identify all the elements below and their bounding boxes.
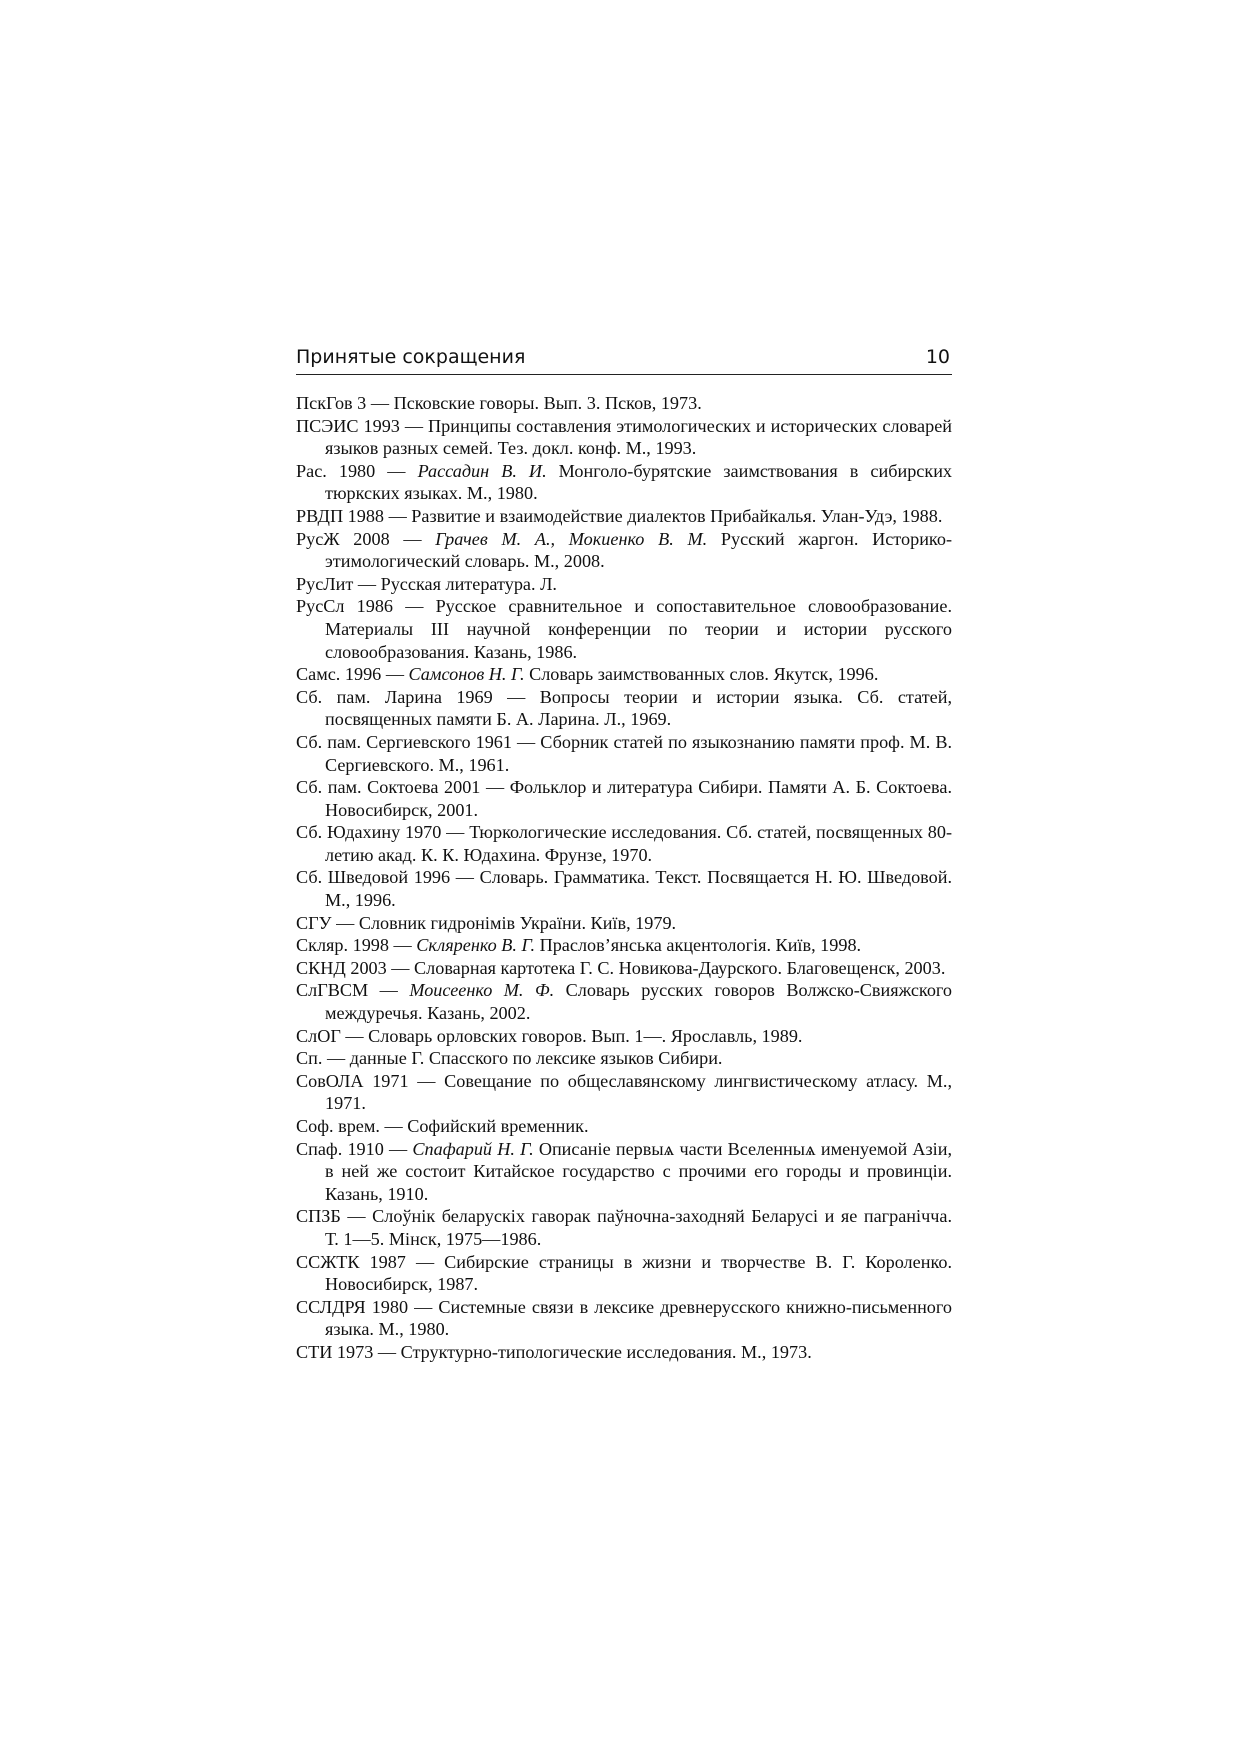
entry-abbreviation: ССЛДРЯ 1980 <box>296 1296 409 1317</box>
entry-abbreviation: СлОГ <box>296 1025 341 1046</box>
entry-text: Словарь орловских говоров. Вып. 1—. Ярославль, 1989. <box>368 1025 803 1046</box>
entry-abbreviation: СТИ 1973 <box>296 1341 374 1362</box>
entry-text: Фольклор и литература Сибири. Памяти А. Б. Соктоева. Новосибирск, 2001. <box>325 777 953 820</box>
abbreviation-entry: РусСл 1986 — Русское сравнительное и сопоставительное словообразование. Материалы III научной конференции по теории и истории русского словообразования. Казань, 1986. <box>296 596 953 662</box>
entry-abbreviation: РусЖ 2008 <box>296 528 390 549</box>
entry-abbreviation: Самс. 1996 <box>296 664 382 685</box>
abbreviation-entry: Соф. врем. — Софийский временник. <box>296 1116 589 1136</box>
entry-text: Псковские говоры. Вып. 3. Псков, 1973. <box>393 393 702 413</box>
entry-abbreviation: Спаф. 1910 <box>296 1138 384 1159</box>
abbreviation-entry: Скляр. 1998 — Скляренко В. Г. Праслов’янська акцентологія. Київ, 1998. <box>296 935 862 956</box>
entry-abbreviation: Скляр. 1998 <box>296 935 389 956</box>
abbreviation-entry: Сп. — данные Г. Спасского по лексике языков Сибири. <box>296 1048 723 1069</box>
abbreviation-entry: Спаф. 1910 — Спафарий Н. Г. Описаніе первыѧ части Вселенныѧ именуемой Азіи, в ней же состоит Китайское государство с прочими его городы и провинціи. Казань, 1910. <box>296 1138 953 1204</box>
entry-text: Словарная картотека Г. С. Новикова-Даурского. Благовещенск, 2003. <box>414 957 946 978</box>
entry-abbreviation: СКНД 2003 <box>296 957 387 978</box>
entry-text: Системные связи в лексике древнерусского книжно-письменного языка. М., 1980. <box>325 1296 952 1340</box>
entry-text: Софийский временник. <box>407 1116 589 1136</box>
entry-abbreviation: Сб. пам. Ларина 1969 <box>296 686 493 707</box>
entry-text: Вопросы теории и истории языка. Сб. статей, посвященных памяти Б. А. Ларина. Л., 1969. <box>325 686 953 730</box>
entry-author: Грачев М. А., Мокиенко В. М. <box>435 528 708 549</box>
entry-author: Моисеенко М. Ф. <box>409 980 555 1001</box>
entry-text: Русский жаргон. Историко-этимологический словарь. М., 2008. <box>325 528 952 572</box>
entry-text: Русское сравнительное и сопоставительное словообразование. Материалы III научной конференции по теории и истории русского словообразования. Казань, 1986. <box>325 596 953 662</box>
abbreviation-entry: ПскГов 3 — Псковские говоры. Вып. 3. Псков, 1973. <box>296 393 702 413</box>
entry-text: Словарь. Грамматика. Текст. Посвящается Н. Ю. Шведовой. М., 1996. <box>325 867 953 911</box>
entry-abbreviation: Сб. пам. Соктоева 2001 <box>296 777 481 798</box>
entry-text: Словник гидронімів України. Київ, 1979. <box>358 912 677 933</box>
entry-abbreviation: СовОЛА 1971 <box>296 1070 409 1091</box>
entry-abbreviation: Соф. врем. <box>296 1116 380 1136</box>
entry-text: Тюркологические исследования. Сб. статей, посвященных 80-летию акад. К. К. Юдахина. Фрунзе, 1970. <box>325 822 953 865</box>
entry-text: Русская литература. Л. <box>380 573 557 594</box>
abbreviation-entry: Сб. пам. Соктоева 2001 — Фольклор и литература Сибири. Памяти А. Б. Соктоева. Новосибирск, 2001. <box>296 777 953 820</box>
abbreviation-entry: СлОГ — Словарь орловских говоров. Вып. 1—. Ярославль, 1989. <box>296 1025 803 1046</box>
header-title: Принятые сокращения <box>296 346 526 368</box>
entry-abbreviation: Сб. Шведовой 1996 <box>296 867 451 888</box>
abbreviation-entry: СлГВСМ — Моисеенко М. Ф. Словарь русских говоров Волжско-Свияжского междуречья. Казань, 2002. <box>296 980 953 1024</box>
abbreviation-entry: ССЖТК 1987 — Сибирские страницы в жизни и творчестве В. Г. Короленко. Новосибирск, 1987. <box>296 1251 952 1295</box>
entry-text: Слоўнік беларускіх гаворак паўночна-заходняй Беларусі и яе пагранічча. Т. 1—5. Мінск, 1975—1986. <box>325 1206 953 1249</box>
page-number: 10 <box>925 346 950 368</box>
abbreviation-entry: СТИ 1973 — Структурно-типологические исследования. М., 1973. <box>296 1341 812 1362</box>
entry-author: Скляренко В. Г. <box>416 935 536 956</box>
entry-text: Описаніе первыѧ части Вселенныѧ именуемой Азіи, в ней же состоит Китайское государство с прочими его городы и провинціи. Казань, 1910. <box>325 1138 953 1204</box>
entry-text: Сборник статей по языкознанию памяти проф. М. В. Сергиевского. М., 1961. <box>325 731 953 775</box>
entry-text: Словарь заимствованных слов. Якутск, 1996. <box>524 664 879 685</box>
entry-abbreviation: РВДП 1988 <box>296 505 385 526</box>
abbreviation-entry: Рас. 1980 — Рассадин В. И. Монголо-бурятские заимствования в сибирских тюркских языках. М., 1980. <box>296 460 953 504</box>
entry-text: Словарь русских говоров Волжско-Свияжского междуречья. Казань, 2002. <box>325 980 953 1024</box>
entry-abbreviation: Рас. 1980 <box>296 460 376 481</box>
entry-abbreviation: Сб. Юдахину 1970 <box>296 822 442 843</box>
abbreviation-entry: Сб. пам. Сергиевского 1961 — Сборник статей по языкознанию памяти проф. М. В. Сергиевского. М., 1961. <box>296 731 953 775</box>
entry-author: Рассадин В. И. <box>417 460 547 481</box>
entry-abbreviation: СлГВСМ <box>296 980 369 1001</box>
abbreviation-entry: СПЗБ — Слоўнік беларускіх гаворак паўночна-заходняй Беларусі и яе пагранічча. Т. 1—5. Мінск, 1975—1986. <box>296 1206 953 1249</box>
entry-text: Праслов’янська акцентологія. Київ, 1998. <box>535 935 862 956</box>
entry-text: Развитие и взаимодействие диалектов Прибайкалья. Улан-Удэ, 1988. <box>411 505 943 526</box>
entry-abbreviation: Сб. пам. Сергиевского 1961 <box>296 731 512 752</box>
entry-abbreviation: РусСл 1986 <box>296 596 394 617</box>
running-header <box>296 340 952 375</box>
entry-text: Структурно-типологические исследования. М., 1973. <box>400 1341 812 1362</box>
entry-text: Принципы составления этимологических и исторических словарей языков разных семей. Тез. докл. конф. М., 1993. <box>325 415 952 459</box>
abbreviation-entry: РВДП 1988 — Развитие и взаимодействие диалектов Прибайкалья. Улан-Удэ, 1988. <box>296 505 943 526</box>
entry-abbreviation: СГУ <box>296 912 332 933</box>
entry-abbreviation: РусЛит <box>296 573 354 594</box>
abbreviation-entry: РусЖ 2008 — Грачев М. А., Мокиенко В. М. Русский жаргон. Историко-этимологический словарь. М., 2008. <box>296 528 952 572</box>
entry-text: Монголо-бурятские заимствования в сибирских тюркских языках. М., 1980. <box>325 460 953 504</box>
abbreviation-entry: СГУ — Словник гидронімів України. Київ, 1979. <box>296 912 677 933</box>
abbreviations-list <box>296 392 952 1364</box>
entry-text: данные Г. Спасского по лексике языков Сибири. <box>349 1048 723 1069</box>
entry-text: Сибирские страницы в жизни и творчестве В. Г. Короленко. Новосибирск, 1987. <box>325 1251 952 1295</box>
entry-author: Самсонов Н. Г. <box>408 664 525 685</box>
entry-abbreviation: СПЗБ <box>296 1206 341 1227</box>
entry-abbreviation: ПСЭИС 1993 <box>296 415 400 436</box>
abbreviation-entry: РусЛит — Русская литература. Л. <box>296 573 557 594</box>
abbreviation-entry: Сб. Шведовой 1996 — Словарь. Грамматика. Текст. Посвящается Н. Ю. Шведовой. М., 1996. <box>296 867 953 911</box>
abbreviation-entry: ССЛДРЯ 1980 — Системные связи в лексике древнерусского книжно-письменного языка. М., 1980. <box>296 1296 952 1340</box>
entry-abbreviation: ССЖТК 1987 <box>296 1251 406 1272</box>
abbreviation-entry: СКНД 2003 — Словарная картотека Г. С. Новикова-Даурского. Благовещенск, 2003. <box>296 957 946 978</box>
abbreviation-entry: СовОЛА 1971 — Совещание по общеславянскому лингвистическому атласу. М., 1971. <box>296 1070 952 1114</box>
abbreviation-entry: Самс. 1996 — Самсонов Н. Г. Словарь заимствованных слов. Якутск, 1996. <box>296 664 879 685</box>
abbreviation-entry: Сб. пам. Ларина 1969 — Вопросы теории и истории языка. Сб. статей, посвященных памяти Б. А. Ларина. Л., 1969. <box>296 686 953 730</box>
entry-author: Спафарий Н. Г. <box>412 1138 534 1159</box>
abbreviation-entry: ПСЭИС 1993 — Принципы составления этимологических и исторических словарей языков разных семей. Тез. докл. конф. М., 1993. <box>296 415 952 459</box>
entry-text: Совещание по общеславянскому лингвистическому атласу. М., 1971. <box>325 1070 952 1114</box>
entry-abbreviation: Сп. <box>296 1048 323 1069</box>
entry-abbreviation: ПскГов 3 <box>296 393 367 413</box>
abbreviation-entry: Сб. Юдахину 1970 — Тюркологические исследования. Сб. статей, посвященных 80-летию акад. К. К. Юдахина. Фрунзе, 1970. <box>296 822 953 865</box>
